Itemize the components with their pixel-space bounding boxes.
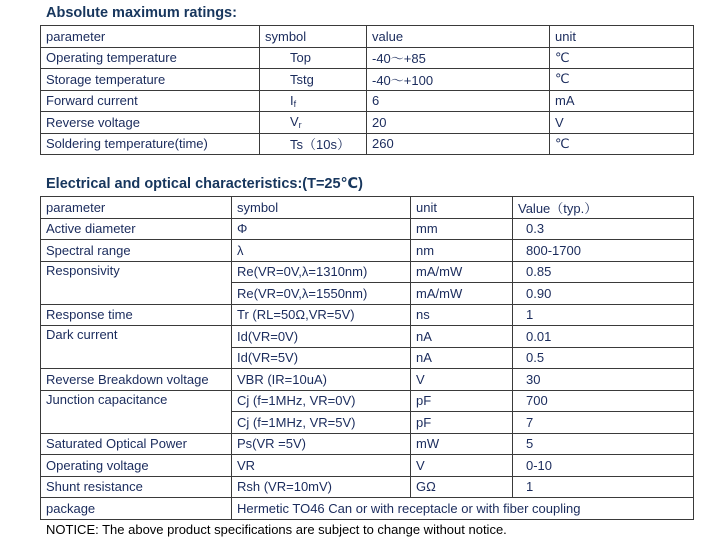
absolute-ratings-title: Absolute maximum ratings: — [46, 5, 237, 21]
electrical-optical-table — [40, 196, 694, 520]
cell-package-description: Hermetic TO46 Can or with receptacle or with fiber coupling — [232, 498, 694, 520]
cell-symbol: Tstg — [260, 69, 367, 91]
table-row — [41, 326, 694, 348]
table-row — [41, 69, 694, 91]
cell-symbol: VBR (IR=10uA) — [232, 369, 411, 391]
cell-unit: ℃ — [550, 133, 694, 155]
notice-text: NOTICE: The above product specifications are subject to change without notice. — [46, 522, 507, 537]
cell-unit: nm — [411, 240, 513, 262]
cell-value: 260 — [367, 133, 550, 155]
cell-unit: V — [550, 112, 694, 134]
cell-unit: ℃ — [550, 69, 694, 91]
table-row — [41, 240, 694, 262]
header-symbol: symbol — [232, 197, 411, 219]
header-parameter: parameter — [41, 197, 232, 219]
header-unit: unit — [550, 26, 694, 48]
cell-value: 0.3 — [513, 218, 694, 240]
table-row — [41, 455, 694, 477]
cell-value: 0.5 — [513, 347, 694, 369]
cell-symbol: Cj (f=1MHz, VR=5V) — [232, 412, 411, 434]
table-row — [41, 498, 694, 520]
cell-parameter: Active diameter — [41, 218, 232, 240]
table-row — [41, 47, 694, 69]
cell-value: 0-10 — [513, 455, 694, 477]
cell-value: -40～+100 — [367, 69, 550, 91]
cell-symbol: Id(VR=0V) — [232, 326, 411, 348]
cell-value: 5 — [513, 433, 694, 455]
cell-value: 30 — [513, 369, 694, 391]
cell-unit: ℃ — [550, 47, 694, 69]
cell-value: 20 — [367, 112, 550, 134]
cell-value: 1 — [513, 476, 694, 498]
header-unit: unit — [411, 197, 513, 219]
cell-symbol: VR — [232, 455, 411, 477]
cell-unit: mW — [411, 433, 513, 455]
cell-unit: pF — [411, 390, 513, 412]
header-symbol: symbol — [260, 26, 367, 48]
cell-value: -40～+85 — [367, 47, 550, 69]
cell-value: 0.90 — [513, 283, 694, 305]
cell-parameter: Spectral range — [41, 240, 232, 262]
cell-symbol — [260, 112, 367, 134]
cell-value: 7 — [513, 412, 694, 434]
table-row — [41, 476, 694, 498]
cell-parameter: Response time — [41, 304, 232, 326]
cell-symbol: Re(VR=0V,λ=1550nm) — [232, 283, 411, 305]
cell-value: 1 — [513, 304, 694, 326]
cell-unit: mm — [411, 218, 513, 240]
symbol-main: V — [290, 114, 299, 130]
cell-parameter: Reverse Breakdown voltage — [41, 369, 232, 391]
cell-symbol: Rsh (VR=10mV) — [232, 476, 411, 498]
cell-parameter: package — [41, 498, 232, 520]
cell-value: 0.01 — [513, 326, 694, 348]
cell-unit: nA — [411, 326, 513, 348]
header-value: value — [367, 26, 550, 48]
cell-unit: mA — [550, 90, 694, 112]
table-row — [41, 133, 694, 155]
cell-parameter: Dark current — [41, 326, 232, 369]
symbol-main: I — [290, 92, 294, 108]
cell-symbol: Re(VR=0V,λ=1310nm) — [232, 261, 411, 283]
cell-parameter: Shunt resistance — [41, 476, 232, 498]
cell-parameter: Responsivity — [41, 261, 232, 304]
absolute-ratings-table — [40, 25, 694, 155]
table-row — [41, 390, 694, 412]
table-row — [41, 218, 694, 240]
cell-unit: V — [411, 369, 513, 391]
cell-value: 6 — [367, 90, 550, 112]
cell-unit: nA — [411, 347, 513, 369]
cell-parameter: Junction capacitance — [41, 390, 232, 433]
symbol-subscript: f — [293, 98, 297, 109]
cell-unit: mA/mW — [411, 283, 513, 305]
table-row — [41, 90, 694, 112]
cell-unit: GΩ — [411, 476, 513, 498]
cell-symbol: Ts（10s） — [260, 133, 367, 155]
cell-unit: mA/mW — [411, 261, 513, 283]
cell-symbol: Ps(VR =5V) — [232, 433, 411, 455]
table-header-row — [41, 26, 694, 48]
cell-parameter: Operating voltage — [41, 455, 232, 477]
cell-unit: V — [411, 455, 513, 477]
cell-value: 0.85 — [513, 261, 694, 283]
cell-parameter: Operating temperature — [41, 47, 260, 69]
table-row — [41, 369, 694, 391]
cell-symbol — [260, 90, 367, 112]
header-value: Value（typ.） — [513, 197, 694, 219]
cell-parameter: Reverse voltage — [41, 112, 260, 134]
cell-symbol: Id(VR=5V) — [232, 347, 411, 369]
cell-value: 800-1700 — [513, 240, 694, 262]
cell-symbol: Φ — [232, 218, 411, 240]
table-header-row — [41, 197, 694, 219]
table-row — [41, 261, 694, 283]
cell-symbol: Top — [260, 47, 367, 69]
cell-unit: pF — [411, 412, 513, 434]
cell-parameter: Storage temperature — [41, 69, 260, 91]
electrical-optical-title: Electrical and optical characteristics:(T=25℃) — [46, 176, 363, 192]
cell-parameter: Saturated Optical Power — [41, 433, 232, 455]
cell-symbol: Cj (f=1MHz, VR=0V) — [232, 390, 411, 412]
cell-symbol: Tr (RL=50Ω,VR=5V) — [232, 304, 411, 326]
symbol-subscript: r — [298, 120, 302, 131]
header-parameter: parameter — [41, 26, 260, 48]
table-row — [41, 112, 694, 134]
cell-parameter: Soldering temperature(time) — [41, 133, 260, 155]
table-row — [41, 433, 694, 455]
table-row — [41, 304, 694, 326]
cell-unit: ns — [411, 304, 513, 326]
cell-value: 700 — [513, 390, 694, 412]
cell-symbol: λ — [232, 240, 411, 262]
cell-parameter: Forward current — [41, 90, 260, 112]
